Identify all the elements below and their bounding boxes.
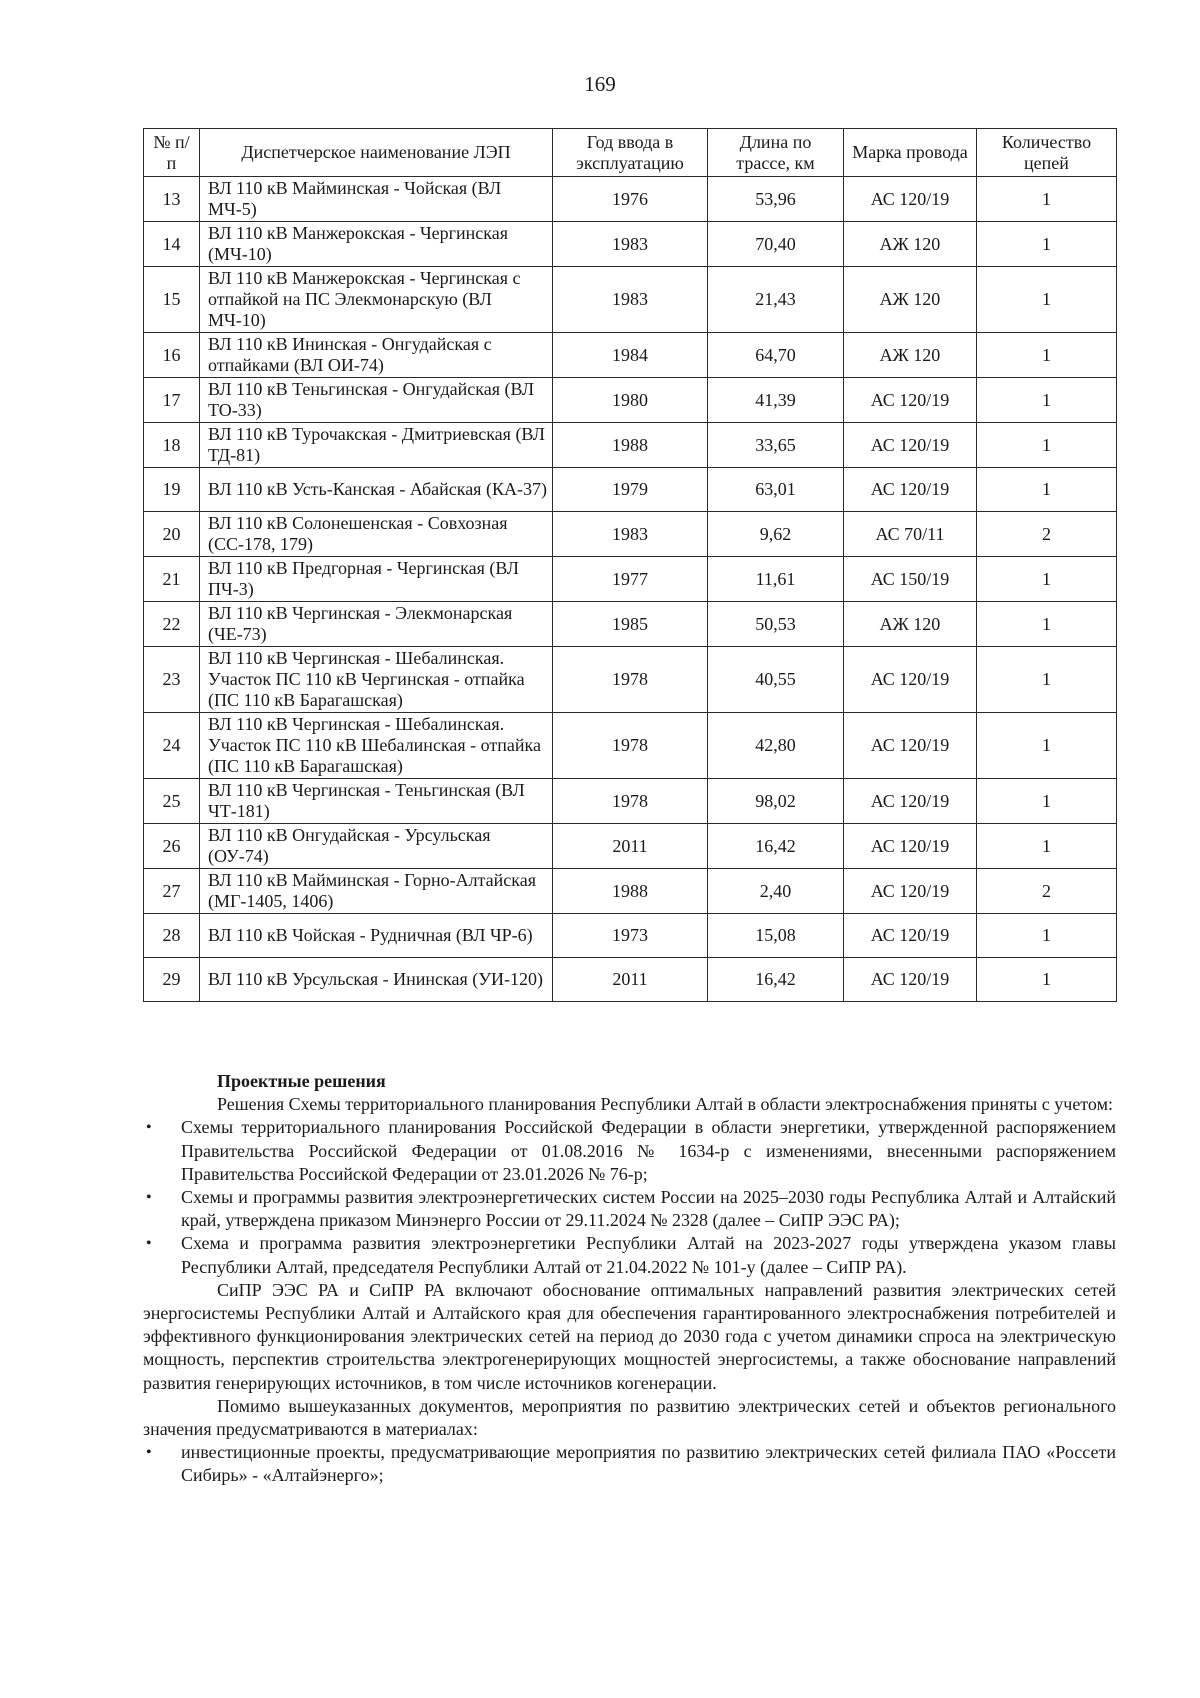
cell-name: ВЛ 110 кВ Майминская - Горно-Алтайская (МГ-1405, 1406) <box>200 869 553 914</box>
header-name: Диспетчерское наименование ЛЭП <box>200 129 553 177</box>
cell-year: 1973 <box>553 914 708 958</box>
intro-paragraph: Решения Схемы территориального планирования Республики Алтай в области электроснабжения приняты с учетом: <box>217 1094 1113 1115</box>
cell-wire: АС 120/19 <box>844 177 977 222</box>
cell-wire: АС 120/19 <box>844 824 977 869</box>
list-item-text: Схемы территориального планирования Российской Федерации в области энергетики, утвержденной распоряжением Правительства Российской Федерации от 01.08.2016 № 1634-р с изменениями, внесенными распоряжением Правительства Российской Федерации от 23.01.2026 № 76-р; <box>181 1117 1116 1184</box>
table-row <box>144 512 1117 557</box>
table-row <box>144 779 1117 824</box>
table-row <box>144 914 1117 958</box>
table-row <box>144 222 1117 267</box>
cell-year: 1988 <box>553 423 708 468</box>
cell-chains: 2 <box>977 512 1117 557</box>
cell-chains: 1 <box>977 602 1117 647</box>
cell-length: 42,80 <box>708 713 844 779</box>
table-row <box>144 378 1117 423</box>
cell-length: 53,96 <box>708 177 844 222</box>
table-row <box>144 557 1117 602</box>
table-row <box>144 713 1117 779</box>
cell-length: 21,43 <box>708 267 844 333</box>
cell-name: ВЛ 110 кВ Манжерокская - Чергинская с отпайкой на ПС Элекмонарскую (ВЛ МЧ-10) <box>200 267 553 333</box>
bullet-icon: • <box>146 1119 152 1137</box>
table-body <box>144 177 1117 1002</box>
cell-wire: АЖ 120 <box>844 267 977 333</box>
list-item <box>143 1441 1116 1487</box>
cell-num: 14 <box>144 222 200 267</box>
cell-chains: 2 <box>977 869 1117 914</box>
cell-year: 1983 <box>553 267 708 333</box>
cell-num: 16 <box>144 333 200 378</box>
table-row <box>144 958 1117 1002</box>
page-number: 169 <box>584 72 616 96</box>
header-wire: Марка провода <box>844 129 977 177</box>
cell-name: ВЛ 110 кВ Солонешенская - Совхозная (СС-178, 179) <box>200 512 553 557</box>
cell-name: ВЛ 110 кВ Чойская - Рудничная (ВЛ ЧР-6) <box>200 914 553 958</box>
cell-year: 1978 <box>553 647 708 713</box>
cell-wire: АС 120/19 <box>844 914 977 958</box>
cell-wire: АС 120/19 <box>844 713 977 779</box>
cell-wire: АС 120/19 <box>844 958 977 1002</box>
cell-year: 1976 <box>553 177 708 222</box>
cell-wire: АС 120/19 <box>844 869 977 914</box>
bullet-icon: • <box>146 1189 152 1207</box>
cell-year: 1985 <box>553 602 708 647</box>
cell-wire: АС 120/19 <box>844 468 977 512</box>
cell-name: ВЛ 110 кВ Усть-Канская - Абайская (КА-37) <box>200 468 553 512</box>
cell-length: 70,40 <box>708 222 844 267</box>
cell-wire: АС 120/19 <box>844 378 977 423</box>
cell-length: 11,61 <box>708 557 844 602</box>
list-item-text: Схемы и программы развития электроэнергетических систем России на 2025–2030 годы Республика Алтай и Алтайский край, утверждена приказом Минэнерго России от 29.11.2024 № 2328 (далее – СиПР ЭЭС РА); <box>181 1187 1116 1231</box>
header-num: № п/п <box>144 129 200 177</box>
cell-num: 23 <box>144 647 200 713</box>
table-row <box>144 468 1117 512</box>
cell-chains: 1 <box>977 713 1117 779</box>
cell-wire: АЖ 120 <box>844 333 977 378</box>
cell-chains: 1 <box>977 423 1117 468</box>
cell-num: 18 <box>144 423 200 468</box>
cell-name: ВЛ 110 кВ Ининская - Онгудайская с отпайками (ВЛ ОИ-74) <box>200 333 553 378</box>
cell-length: 16,42 <box>708 824 844 869</box>
cell-name: ВЛ 110 кВ Чергинская - Теньгинская (ВЛ ЧТ-181) <box>200 779 553 824</box>
cell-chains: 1 <box>977 468 1117 512</box>
cell-num: 15 <box>144 267 200 333</box>
cell-name: ВЛ 110 кВ Теньгинская - Онгудайская (ВЛ ТО-33) <box>200 378 553 423</box>
cell-num: 29 <box>144 958 200 1002</box>
table-row <box>144 824 1117 869</box>
cell-length: 16,42 <box>708 958 844 1002</box>
cell-year: 1979 <box>553 468 708 512</box>
cell-name: ВЛ 110 кВ Чергинская - Шебалинская. Участок ПС 110 кВ Чергинская - отпайка (ПС 110 кВ Барагашская) <box>200 647 553 713</box>
power-lines-table <box>143 128 1117 1002</box>
bullet-icon: • <box>146 1235 152 1253</box>
cell-year: 2011 <box>553 824 708 869</box>
cell-length: 9,62 <box>708 512 844 557</box>
header-chains: Количество цепей <box>977 129 1117 177</box>
list-item-text: Схема и программа развития электроэнергетики Республики Алтай на 2023-2027 годы утверждена указом главы Республики Алтай, председателя Республики Алтай от 21.04.2022 № 101-у (далее – СиПР РА). <box>181 1233 1116 1277</box>
cell-length: 50,53 <box>708 602 844 647</box>
table-row <box>144 602 1117 647</box>
cell-year: 1977 <box>553 557 708 602</box>
cell-wire: АС 120/19 <box>844 423 977 468</box>
header-year: Год ввода в эксплуатацию <box>553 129 708 177</box>
cell-chains: 1 <box>977 557 1117 602</box>
cell-length: 63,01 <box>708 468 844 512</box>
cell-num: 26 <box>144 824 200 869</box>
cell-name: ВЛ 110 кВ Майминская - Чойская (ВЛ МЧ-5) <box>200 177 553 222</box>
section-heading: Проектные решения <box>217 1071 386 1091</box>
cell-year: 1983 <box>553 512 708 557</box>
sipr-paragraph: СиПР ЭЭС РА и СиПР РА включают обоснование оптимальных направлений развития электрических сетей энергосистемы Республики Алтай и Алтайского края для обеспечения гарантированного электроснабжения потребителей и эффективного функционирования электрических сетей на период до 2030 года с учетом динамики спроса на электрическую мощность, перспектив строительства электрогенерирующих мощностей энергосистемы, а также обоснование направлений развития генерирующих источников, в том числе источников когенерации. <box>143 1279 1116 1393</box>
list-item <box>143 1186 1116 1232</box>
cell-num: 19 <box>144 468 200 512</box>
cell-chains: 1 <box>977 333 1117 378</box>
cell-name: ВЛ 110 кВ Чергинская - Шебалинская. Участок ПС 110 кВ Шебалинская - отпайка (ПС 110 кВ Барагашская) <box>200 713 553 779</box>
cell-wire: АС 120/19 <box>844 647 977 713</box>
header-length: Длина по трассе, км <box>708 129 844 177</box>
cell-wire: АС 70/11 <box>844 512 977 557</box>
table-row <box>144 333 1117 378</box>
list-item <box>143 1116 1116 1186</box>
basis-documents-list <box>143 1116 1116 1278</box>
project-decisions-section <box>143 1070 1116 1488</box>
cell-name: ВЛ 110 кВ Урсульская - Ининская (УИ-120) <box>200 958 553 1002</box>
cell-name: ВЛ 110 кВ Турочакская - Дмитриевская (ВЛ ТД-81) <box>200 423 553 468</box>
list-item-text: инвестиционные проекты, предусматривающие мероприятия по развитию электрических сетей филиала ПАО «Россети Сибирь» - «Алтайэнерго»; <box>181 1442 1116 1486</box>
cell-year: 1984 <box>553 333 708 378</box>
cell-length: 64,70 <box>708 333 844 378</box>
cell-length: 41,39 <box>708 378 844 423</box>
cell-year: 1978 <box>553 779 708 824</box>
cell-chains: 1 <box>977 958 1117 1002</box>
cell-length: 33,65 <box>708 423 844 468</box>
cell-chains: 1 <box>977 779 1117 824</box>
cell-wire: АС 150/19 <box>844 557 977 602</box>
additional-materials-paragraph: Помимо вышеуказанных документов, мероприятия по развитию электрических сетей и объектов регионального значения предусматриваются в материалах: <box>143 1395 1116 1440</box>
cell-num: 20 <box>144 512 200 557</box>
cell-year: 1988 <box>553 869 708 914</box>
list-item <box>143 1232 1116 1278</box>
cell-year: 2011 <box>553 958 708 1002</box>
table-row <box>144 267 1117 333</box>
cell-chains: 1 <box>977 647 1117 713</box>
cell-wire: АЖ 120 <box>844 602 977 647</box>
cell-year: 1980 <box>553 378 708 423</box>
cell-num: 21 <box>144 557 200 602</box>
cell-chains: 1 <box>977 824 1117 869</box>
cell-chains: 1 <box>977 177 1117 222</box>
cell-name: ВЛ 110 кВ Чергинская - Элекмонарская (ЧЕ-73) <box>200 602 553 647</box>
cell-length: 15,08 <box>708 914 844 958</box>
cell-name: ВЛ 110 кВ Предгорная - Чергинская (ВЛ ПЧ-3) <box>200 557 553 602</box>
cell-length: 40,55 <box>708 647 844 713</box>
table-row <box>144 423 1117 468</box>
table-row <box>144 647 1117 713</box>
cell-num: 24 <box>144 713 200 779</box>
bullet-icon: • <box>146 1444 152 1462</box>
cell-length: 2,40 <box>708 869 844 914</box>
cell-num: 13 <box>144 177 200 222</box>
cell-wire: АС 120/19 <box>844 779 977 824</box>
cell-name: ВЛ 110 кВ Онгудайская - Урсульская (ОУ-74) <box>200 824 553 869</box>
cell-num: 28 <box>144 914 200 958</box>
cell-num: 25 <box>144 779 200 824</box>
cell-chains: 1 <box>977 914 1117 958</box>
cell-num: 27 <box>144 869 200 914</box>
cell-chains: 1 <box>977 378 1117 423</box>
table-row <box>144 177 1117 222</box>
cell-chains: 1 <box>977 222 1117 267</box>
cell-num: 17 <box>144 378 200 423</box>
cell-num: 22 <box>144 602 200 647</box>
cell-length: 98,02 <box>708 779 844 824</box>
cell-name: ВЛ 110 кВ Манжерокская - Чергинская (МЧ-10) <box>200 222 553 267</box>
table-header-row <box>144 129 1117 177</box>
materials-list <box>143 1441 1116 1487</box>
cell-chains: 1 <box>977 267 1117 333</box>
cell-wire: АЖ 120 <box>844 222 977 267</box>
cell-year: 1978 <box>553 713 708 779</box>
table-row <box>144 869 1117 914</box>
cell-year: 1983 <box>553 222 708 267</box>
